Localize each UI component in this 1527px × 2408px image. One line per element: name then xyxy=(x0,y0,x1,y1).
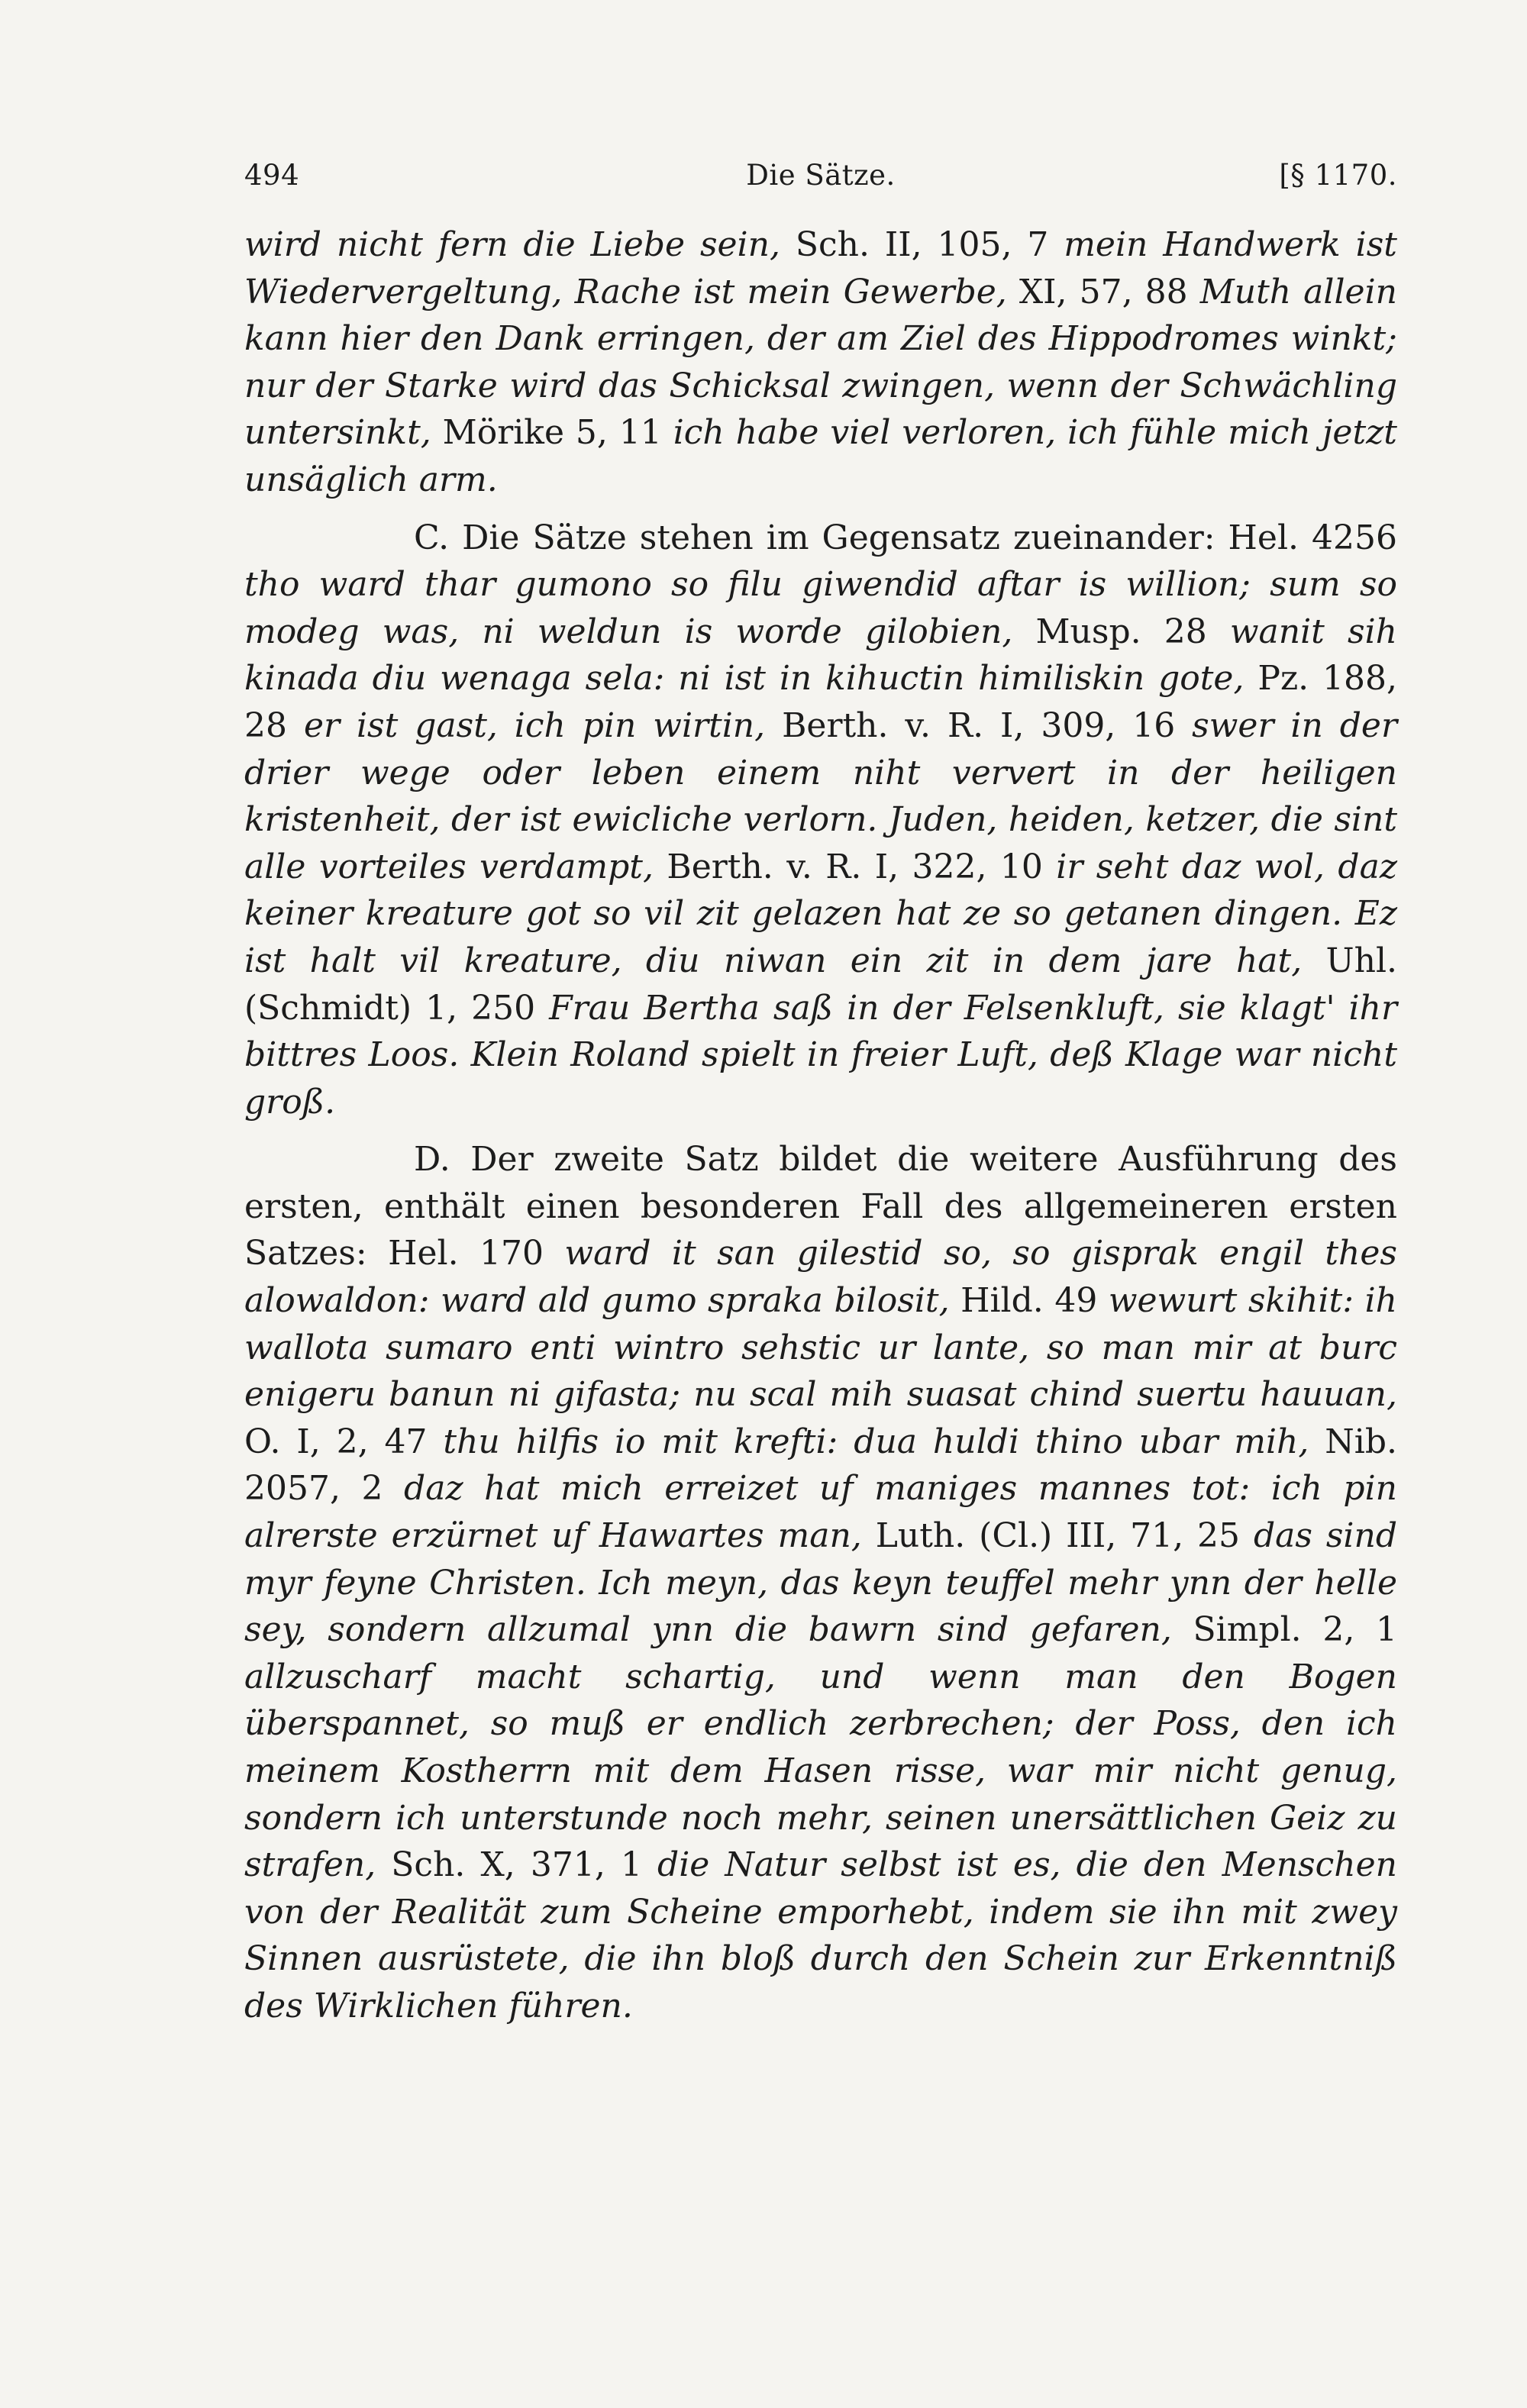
citation-text: Sch. II, 105, 7 xyxy=(780,225,1064,264)
citation-text: Berth. v. R. I, 309, 16 xyxy=(765,705,1193,745)
page-number: 494 xyxy=(244,159,300,192)
citation-text: Nib. 2057, 2 xyxy=(244,1422,1398,1509)
citation-text: Berth. v. R. I, 322, 10 xyxy=(653,847,1057,886)
quotation-text: daz hat mich erreizet uf maniges mannes tot: ich pin alrerste erzürnet uf Hawartes man, xyxy=(244,1469,1397,1556)
text-block xyxy=(244,153,1397,2030)
citation-text: O. I, 2, 47 xyxy=(244,1422,444,1461)
quotation-text: ich habe viel verloren, ich fühle mich jetzt unsäglich arm. xyxy=(244,413,1397,499)
citation-text: Luth. (Cl.) III, 71, 25 xyxy=(861,1516,1254,1556)
citation-text: C. Die Sätze stehen im Gegensatz zueinander: Hel. 4256 xyxy=(414,518,1397,557)
quotation-text: Muth allein kann hier den Dank erringen, der am Ziel des Hippodromes winkt; nur der Starke wird das Schicksal zwingen, wenn der Schwächling untersinkt, xyxy=(244,272,1397,453)
quotation-text: swer in der drier wege oder leben einem niht ververt in der heiligen kristenheit, der ist ewicliche verlorn. Juden, heiden, ketzer, die sint alle vorteiles verdampt, xyxy=(244,705,1397,886)
citation-text: Hild. 49 xyxy=(949,1281,1109,1321)
quotation-text: wird nicht fern die Liebe sein, xyxy=(244,225,780,264)
running-header xyxy=(244,153,1397,199)
citation-text: Pz. 188, 28 xyxy=(244,659,1397,745)
quotation-text: das sind myr feyne Christen. Ich meyn, das keyn teuffel mehr ynn der helle sey, sondern allzumal ynn die bawrn sind gefaren, xyxy=(244,1516,1397,1650)
citation-text: XI, 57, 88 xyxy=(1006,272,1200,311)
citation-text: Musp. 28 xyxy=(1012,612,1230,651)
quotation-text: wanit sih kinada diu wenaga sela: ni ist in kihuctin himiliskin gote, xyxy=(244,612,1397,699)
quotation-text: mein Handwerk ist Wiedervergeltung, Rache ist mein Gewerbe, xyxy=(244,225,1397,311)
quotation-text: ward it san gilestid so, so gisprak engil thes alowaldon: ward ald gumo spraka bilosit, xyxy=(244,1234,1397,1321)
paragraph-continuation xyxy=(244,221,1397,504)
paragraph-d-elaboration xyxy=(244,1136,1397,2029)
citation-text: Sch. X, 371, 1 xyxy=(376,1845,658,1885)
citation-text: Simpl. 2, 1 xyxy=(1171,1610,1397,1650)
running-title: Die Sätze. xyxy=(746,159,896,192)
quotation-text: wewurt skihit: ih wallota sumaro enti wintro sehstic ur lante, so man mir at burc enigeru banun ni gifasta; nu scal mih suasat chind suertu hauuan, xyxy=(244,1281,1397,1415)
quotation-text: er ist gast, ich pin wirtin, xyxy=(303,705,766,745)
quotation-text: ir seht daz wol, daz keiner kreature got so vil zit gelazen hat ze so getanen dingen. Ez ist halt vil kreature, diu niwan ein zit in dem jare hat, xyxy=(244,847,1398,980)
section-reference: [§ 1170. xyxy=(1279,159,1397,192)
quotation-text: thu hilfis io mit krefti: dua huldi thino ubar mih, xyxy=(443,1422,1309,1461)
citation-text: Uhl. (Schmidt) 1, 250 xyxy=(244,941,1398,1028)
quotation-text: tho ward thar gumono so filu giwendid aftar is willion; sum so modeg was, ni weldun is worde gilobien, xyxy=(244,565,1397,651)
quotation-text: die Natur selbst ist es, die den Menschen von der Realität zum Scheine emporhebt, indem sie ihn mit zwey Sinnen ausrüstete, die ihn bloß durch den Schein zur Erkenntniß des Wirklichen führen. xyxy=(244,1845,1397,2025)
quotation-text: allzuscharf macht schartig, und wenn man den Bogen überspannet, so muß er endlich zerbrechen; der Poss, den ich meinem Kostherrn mit dem Hasen risse, war mir nicht genug, sondern ich unterstunde noch mehr, seinen unersättlichen Geiz zu strafen, xyxy=(244,1657,1397,1885)
quotation-text: Frau Bertha saß in der Felsenkluft, sie klagt' ihr bittres Loos. Klein Roland spielt in freier Luft, deß Klage war nicht groß. xyxy=(244,988,1397,1122)
citation-text: Mörike 5, 11 xyxy=(431,413,673,453)
paragraph-c-contrast xyxy=(244,515,1397,1126)
citation-text: D. Der zweite Satz bildet die weitere Ausführung des ersten, enthält einen besonderen Fall des allgemeineren ersten Satzes: Hel. 170 xyxy=(244,1140,1397,1273)
